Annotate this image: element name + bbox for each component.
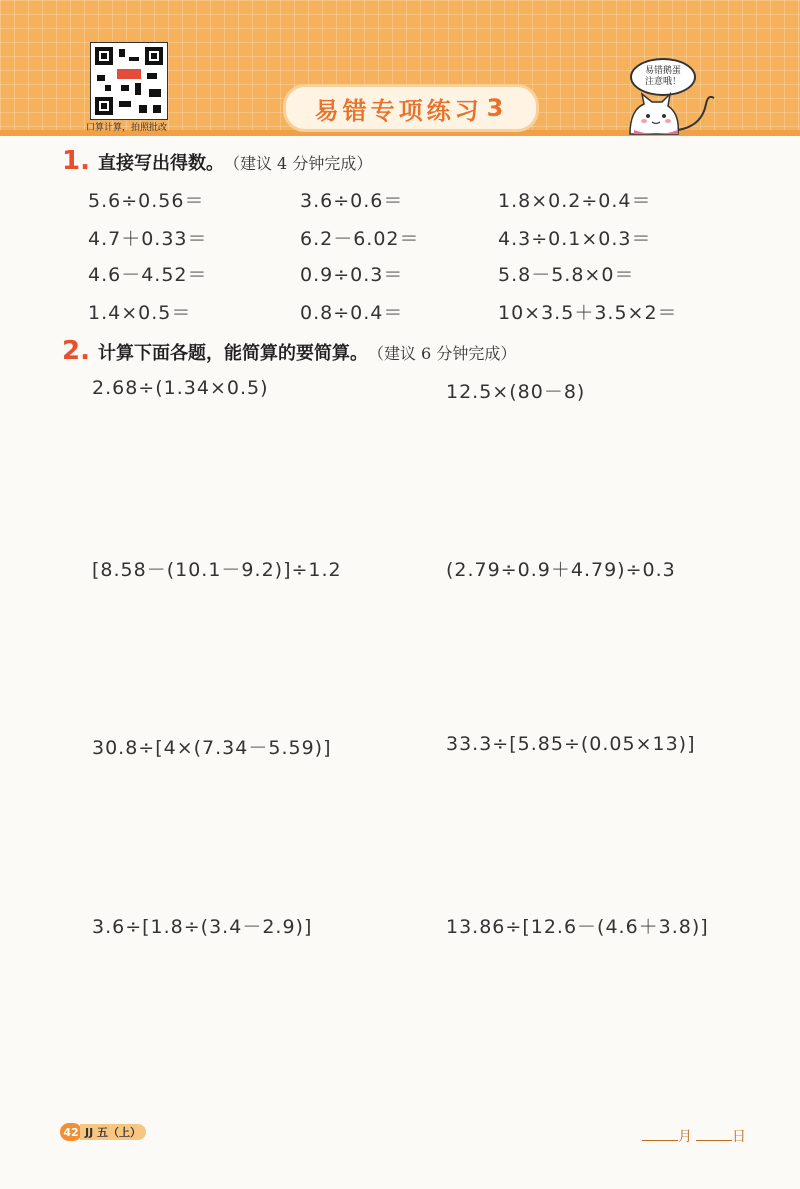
bubble-line-2: 注意哦！ xyxy=(644,77,681,87)
date-field xyxy=(642,1126,746,1146)
question-2-text: 计算下面各题，能简算的要简算。 xyxy=(97,343,368,364)
q2-item: [8.58－(10.1－9.2)]÷1.2 xyxy=(92,559,342,581)
question-1-text: 直接写出得数。 xyxy=(97,153,224,174)
q1-item: 5.6÷0.56＝ xyxy=(88,190,205,212)
q1-item: 4.7＋0.33＝ xyxy=(88,228,208,250)
q1-item: 3.6÷0.6＝ xyxy=(300,190,404,212)
q1-item: 0.9÷0.3＝ xyxy=(300,264,404,286)
qr-caption: 口算计算，拍照批改 xyxy=(86,123,168,133)
question-1-number: 1. xyxy=(62,146,90,176)
q1-item: 1.4×0.5＝ xyxy=(88,302,192,324)
day-label: 日 xyxy=(732,1129,746,1145)
month-label: 月 xyxy=(678,1129,692,1145)
q1-item: 5.8－5.8×0＝ xyxy=(498,264,635,286)
day-blank[interactable] xyxy=(696,1126,732,1141)
q2-item: 2.68÷(1.34×0.5) xyxy=(92,377,269,399)
title-text: 易错专项练习 xyxy=(314,96,483,125)
q2-item: 13.86÷[12.6－(4.6＋3.8)] xyxy=(446,916,709,938)
q2-item: 30.8÷[4×(7.34－5.59)] xyxy=(92,737,332,759)
q1-item: 10×3.5＋3.5×2＝ xyxy=(498,302,678,324)
bubble-line-1: 易错鹅蛋 xyxy=(644,66,681,76)
q1-item: 0.8÷0.4＝ xyxy=(300,302,404,324)
page-title xyxy=(283,84,539,132)
q1-item: 6.2－6.02＝ xyxy=(300,228,420,250)
q1-item: 1.8×0.2÷0.4＝ xyxy=(498,190,652,212)
q2-item: 12.5×(80－8) xyxy=(446,381,586,403)
q1-item: 4.6－4.52＝ xyxy=(88,264,208,286)
grade-label: JJ 五（上） xyxy=(80,1124,146,1140)
cat-mascot-icon xyxy=(622,90,722,136)
page-number: 42 xyxy=(60,1123,82,1141)
q2-item: 33.3÷[5.85÷(0.05×13)] xyxy=(446,733,696,755)
question-2-heading xyxy=(62,336,516,366)
month-blank[interactable] xyxy=(642,1126,678,1141)
question-2-number: 2. xyxy=(62,336,90,366)
qr-code-icon[interactable] xyxy=(90,42,168,120)
q1-item: 4.3÷0.1×0.3＝ xyxy=(498,228,652,250)
title-number: 3 xyxy=(486,94,508,122)
question-2-note: （建议 6 分钟完成） xyxy=(367,344,517,363)
q2-item: (2.79÷0.9＋4.79)÷0.3 xyxy=(446,559,676,581)
q2-item: 3.6÷[1.8÷(3.4－2.9)] xyxy=(92,916,313,938)
question-1-heading xyxy=(62,146,372,176)
question-1-note: （建议 4 分钟完成） xyxy=(223,154,373,173)
